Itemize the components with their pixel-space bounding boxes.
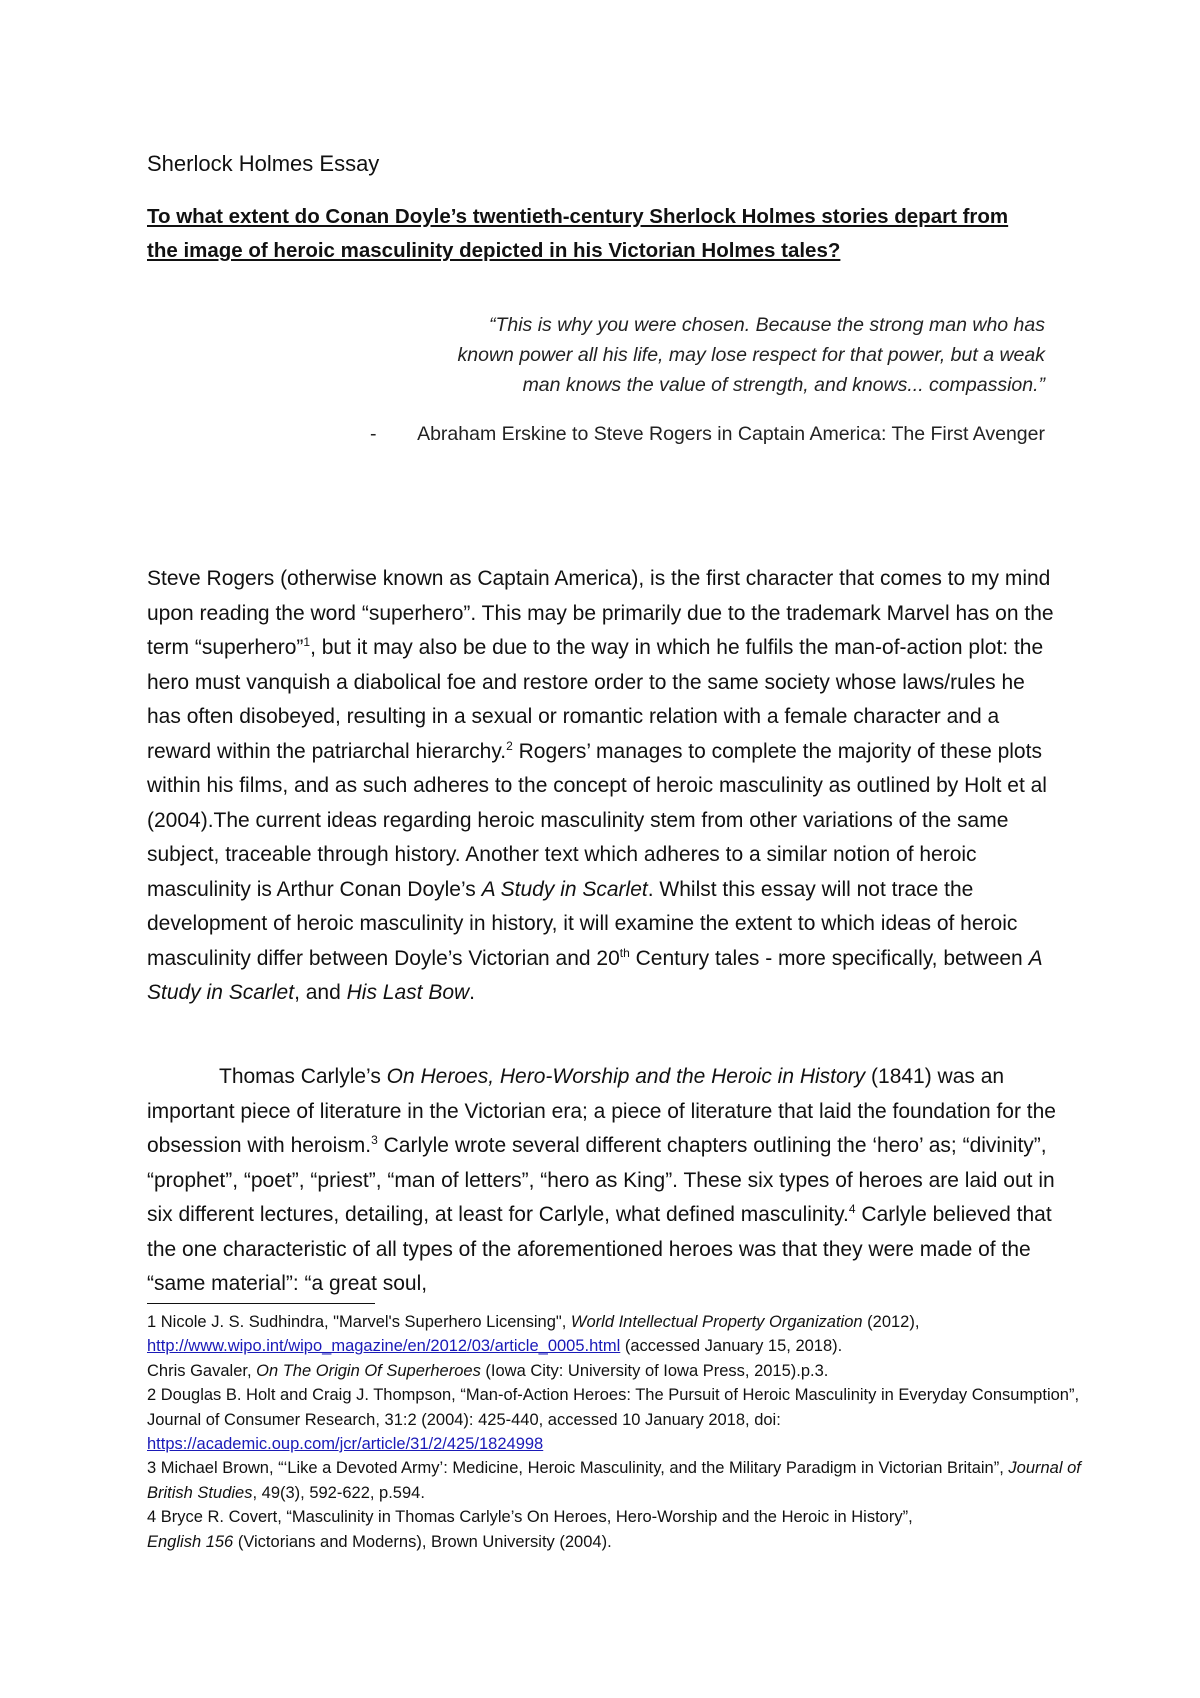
attribution-dash: - (370, 423, 377, 445)
footnote-ref-2[interactable]: 2 (506, 738, 513, 753)
footnotes (147, 1310, 1092, 1554)
epigraph-attribution (370, 419, 1045, 449)
epigraph-quote-line: man knows the value of strength, and knows... compassion.” (522, 374, 1045, 396)
text-run: Thomas Carlyle’s (219, 1065, 387, 1088)
footnote-1 (147, 1310, 1092, 1383)
footnote-italic: On The Origin Of Superheroes (256, 1361, 481, 1380)
footnote-text: 4 Bryce R. Covert, “Masculinity in Thomas Carlyle’s On Heroes, Hero-Worship and the Heroic in History”, (147, 1508, 913, 1527)
epigraph-quote-line: known power all his life, may lose respect for that power, but a weak (457, 344, 1045, 366)
ordinal-suffix: th (619, 945, 630, 960)
footnote-text: (accessed January 15, 2018). (620, 1337, 843, 1356)
footnote-2 (147, 1383, 1092, 1456)
text-run: Century tales - more specifically, between (629, 946, 1029, 970)
footnote-separator (147, 1303, 375, 1304)
body-paragraph-1 (147, 562, 1057, 1011)
text-run: Carlyle wrote several different chapters outlining the ‘hero’ as; “divinity”, “prophet”, “poet”, “priest”, “man of letters”, “hero as King”. These six types of heroes are laid out in six different lectures, detailing, at least for Carlyle, what defined masculinity. (147, 1134, 1055, 1226)
footnote-text: , 49(3), 592-622, p.594. (252, 1483, 425, 1502)
footnote-1-link[interactable]: http://www.wipo.int/wipo_magazine/en/2012/03/article_0005.html (147, 1337, 621, 1356)
text-run: . (469, 981, 476, 1004)
text-run: , but it may also be due to the way in which he fulfils the man-of-action plot: the hero must vanquish a diabolical foe and restore order to the same society whose laws/rules he has often disobeyed, resulting in a sexual or romantic relation with a female character and a reward within the patriarchal hierarchy. (147, 636, 1044, 763)
epigraph-quote (325, 310, 1045, 400)
text-run: Rogers’ manages to complete the majority of these plots within his films, and as such adheres to the concept of heroic masculinity as outlined by Holt et al (2004).The current ideas regarding heroic masculinity stem from other variations of the same subject, traceable through history. Another text which adheres to a similar notion of heroic masculinity is Arthur Conan Doyle’s (147, 739, 1047, 901)
text-run: (1841) was an important piece of literature in the Victorian era; a piece of literature that laid the foundation for the obsession with heroism. (147, 1065, 1056, 1157)
footnote-ref-4[interactable]: 4 (848, 1202, 856, 1216)
essay-title-line-1: To what extent do Conan Doyle’s twentieth-century Sherlock Holmes stories depart from (147, 205, 1009, 228)
body-paragraph-2 (147, 1060, 1057, 1302)
footnote-italic: Journal of British Studies (147, 1459, 1081, 1502)
text-run: Steve Rogers (otherwise known as Captain America), is the first character that comes to my mind upon reading the word “superhero”. This may be primarily due to the trademark Marvel has on the term “superhero” (147, 567, 1054, 659)
footnote-text: Chris Gavaler, (147, 1361, 257, 1380)
footnote-text: (Victorians and Moderns), Brown University (2004). (233, 1532, 612, 1551)
footnote-3 (147, 1456, 1092, 1505)
work-title: His Last Bow (346, 981, 470, 1004)
epigraph-quote-line: “This is why you were chosen. Because the strong man who has (488, 314, 1045, 336)
text-run: , and (294, 981, 347, 1004)
footnote-4 (147, 1505, 1092, 1554)
footnote-ref-1[interactable]: 1 (303, 635, 311, 649)
footnote-text: 2 Douglas B. Holt and Craig J. Thompson, “Man-of-Action Heroes: The Pursuit of Heroic Masculinity in Everyday Consumption”, Journal of Consumer Research, 31:2 (2004): 425-440, accessed 10 January 2018, doi: (147, 1386, 1080, 1429)
footnote-2-link[interactable]: https://academic.oup.com/jcr/article/31/2/425/1824998 (147, 1435, 544, 1454)
essay-title (147, 200, 1067, 268)
work-title: A Study in Scarlet (481, 877, 648, 901)
footnote-italic: World Intellectual Property Organization (570, 1313, 863, 1331)
document-label: Sherlock Holmes Essay (147, 151, 380, 176)
footnote-text: (Iowa City: University of Iowa Press, 2015).p.3. (480, 1361, 829, 1380)
footnote-text: 1 Nicole J. S. Sudhindra, "Marvel's Superhero Licensing", (147, 1313, 571, 1331)
footnote-text: (2012), (862, 1313, 920, 1331)
work-title: On Heroes, Hero-Worship and the Heroic in History (386, 1065, 866, 1088)
text-run: Carlyle believed that the one characteristic of all types of the aforementioned heroes was that they were made of the “same material”: “a great soul, (147, 1203, 1052, 1295)
footnote-ref-3[interactable]: 3 (371, 1133, 378, 1147)
footnote-italic: English 156 (147, 1532, 234, 1551)
essay-title-line-2: the image of heroic masculinity depicted in his Victorian Holmes tales? (147, 239, 841, 262)
work-title: A Study in Scarlet (147, 946, 1042, 1004)
footnote-text: 3 Michael Brown, “‘Like a Devoted Army’: Medicine, Heroic Masculinity, and the Military Paradigm in Victorian Britain”, (147, 1459, 1009, 1478)
text-run: . Whilst this essay will not trace the development of heroic masculinity in history, it will examine the extent to which ideas of heroic masculinity differ between Doyle’s Victorian and 20 (147, 877, 1018, 970)
attribution-text: Abraham Erskine to Steve Rogers in Captain America: The First Avenger (417, 423, 1045, 445)
